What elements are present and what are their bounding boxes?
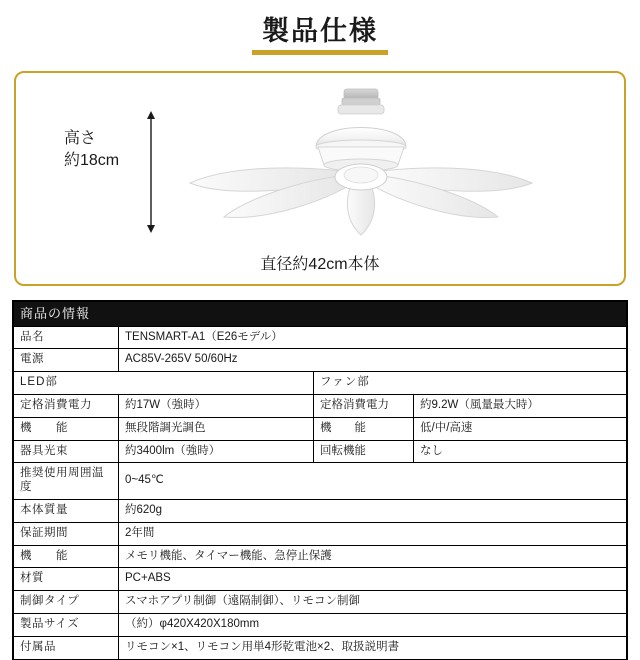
spec-table-wrap — [12, 300, 628, 660]
row-value-warranty: 2年間 — [119, 522, 627, 545]
row-label-rotation: 回転機能 — [314, 440, 414, 463]
row-value-control-type: スマホアプリ制御（遠隔制御）、リモコン制御 — [119, 591, 627, 614]
section-header-row — [14, 372, 627, 395]
table-row — [14, 522, 627, 545]
row-label-temp: 推奨使用周囲温度 — [14, 463, 119, 500]
height-label-line2: 約18cm — [64, 151, 120, 169]
row-value-fan-power: 約9.2W（風量最大時） — [414, 395, 627, 418]
table-row — [14, 395, 627, 418]
row-label-dengen: 電源 — [14, 349, 119, 372]
row-label-hinmei: 品名 — [14, 326, 119, 349]
height-measure-arrow-icon — [144, 111, 158, 233]
row-label-led-function: 機 能 — [14, 417, 119, 440]
table-row — [14, 545, 627, 568]
table-row — [14, 349, 627, 372]
table-row — [14, 500, 627, 523]
table-row — [14, 440, 627, 463]
row-label-led-power: 定格消費電力 — [14, 395, 119, 418]
row-value-accessories: リモコン×1、リモコン用単4形乾電池×2、取扱説明書 — [119, 636, 627, 659]
row-label-function: 機 能 — [14, 545, 119, 568]
product-figure-box — [14, 71, 626, 286]
row-label-luminous-flux: 器具光束 — [14, 440, 119, 463]
row-value-material: PC+ABS — [119, 568, 627, 591]
ceiling-fan-light-image — [166, 85, 556, 245]
diameter-label: 直径約42cm本体 — [260, 256, 380, 274]
row-value-dengen: AC85V-265V 50/60Hz — [119, 349, 627, 372]
row-label-control-type: 制御タイプ — [14, 591, 119, 614]
row-value-function: メモリ機能、タイマー機能、急停止保護 — [119, 545, 627, 568]
table-row — [14, 591, 627, 614]
row-value-led-power: 約17W（強時） — [119, 395, 314, 418]
table-row — [14, 614, 627, 637]
height-label — [64, 128, 119, 171]
row-value-size: （約）φ420X420X180mm — [119, 614, 627, 637]
page-title: 製品仕様 — [252, 16, 388, 55]
table-row — [14, 417, 627, 440]
table-row — [14, 463, 627, 500]
row-value-fan-function: 低/中/高速 — [414, 417, 627, 440]
row-label-weight: 本体質量 — [14, 500, 119, 523]
row-label-accessories: 付属品 — [14, 636, 119, 659]
row-label-fan-function: 機 能 — [314, 417, 414, 440]
row-label-material: 材質 — [14, 568, 119, 591]
row-label-fan-power: 定格消費電力 — [314, 395, 414, 418]
row-value-weight: 約620g — [119, 500, 627, 523]
row-label-size: 製品サイズ — [14, 614, 119, 637]
table-row — [14, 326, 627, 349]
row-value-hinmei: TENSMART-A1（E26モデル） — [119, 326, 627, 349]
spec-table — [13, 301, 627, 660]
section-led: LED部 — [14, 372, 314, 395]
spec-table-header: 商品の情報 — [14, 302, 627, 327]
row-value-temp: 0~45℃ — [119, 463, 627, 500]
row-label-warranty: 保証期間 — [14, 522, 119, 545]
spec-table-header-row — [14, 302, 627, 327]
row-value-led-function: 無段階調光調色 — [119, 417, 314, 440]
page-title-wrap — [0, 0, 640, 65]
row-value-rotation: なし — [414, 440, 627, 463]
height-label-line1: 高さ — [64, 130, 97, 148]
section-fan: ファン部 — [314, 372, 627, 395]
table-row — [14, 636, 627, 659]
row-value-luminous-flux: 約3400lm（強時） — [119, 440, 314, 463]
table-row — [14, 568, 627, 591]
